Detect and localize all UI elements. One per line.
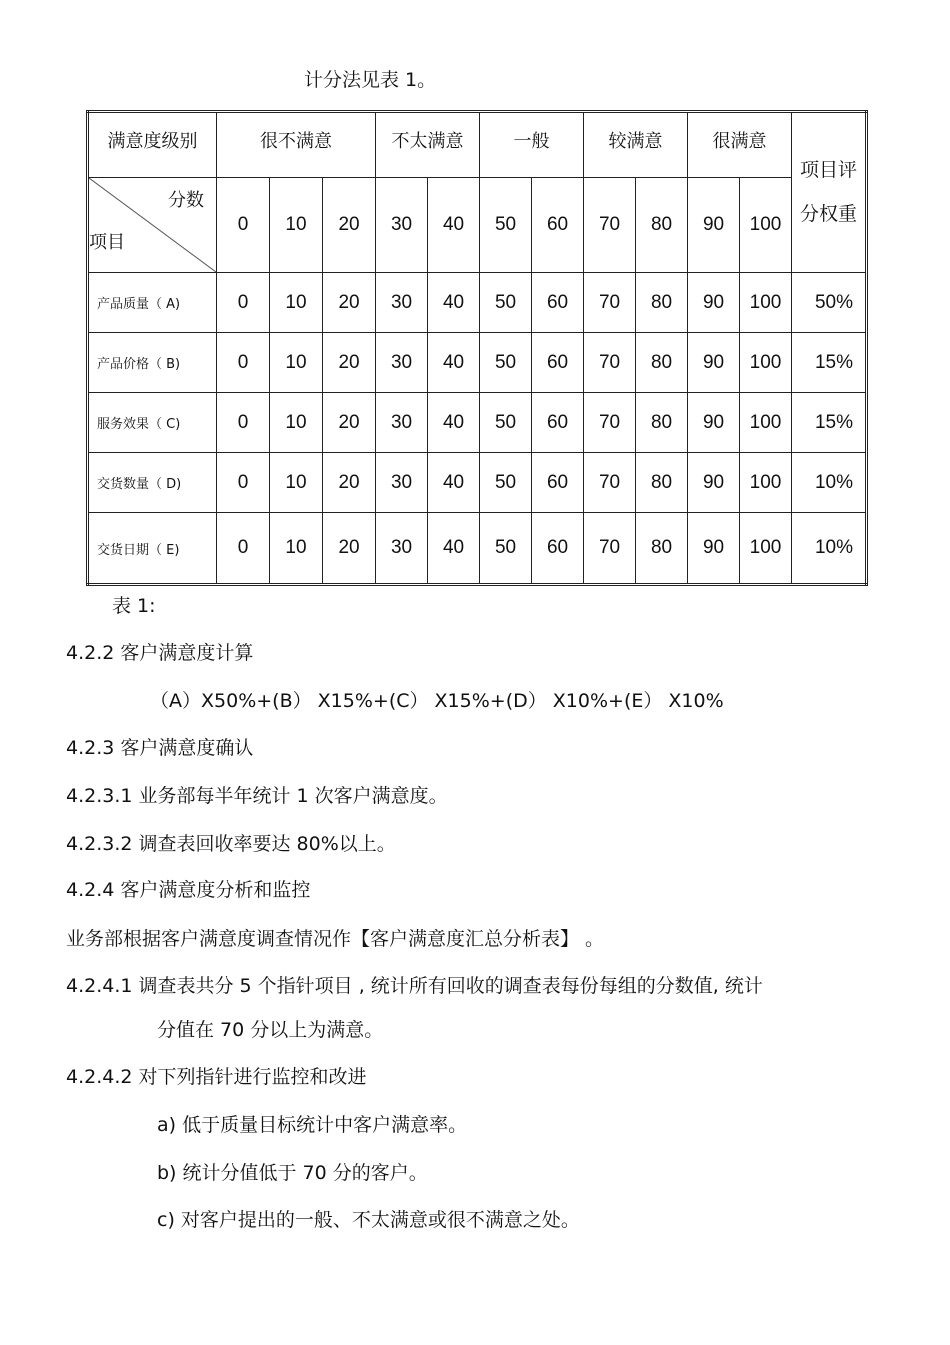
table-cell: 80	[636, 453, 688, 513]
table-cell: 90	[688, 273, 740, 333]
level-very-satisfied: 很满意	[688, 112, 792, 178]
corner-header: 满意度级别	[88, 112, 217, 178]
table-cell: 30	[376, 273, 428, 333]
table-cell: 40	[428, 273, 480, 333]
table-row	[88, 453, 867, 513]
table-cell: 100	[740, 453, 792, 513]
table-cell: 70	[584, 273, 636, 333]
table-cell: 30	[376, 513, 428, 585]
diagonal-header-cell	[88, 178, 217, 273]
row-label: 产品价格（ B)	[88, 333, 217, 393]
section-4-2-4-paragraph: 业务部根据客户满意度调查情况作【客户满意度汇总分析表】 。	[66, 928, 605, 950]
table-cell: 10	[270, 453, 323, 513]
weight-header-line1: 项目评	[800, 159, 858, 181]
table-cell: 90	[688, 393, 740, 453]
section-4-2-3-1: 4.2.3.1 业务部每半年统计 1 次客户满意度。	[66, 785, 448, 807]
section-4-2-2-heading: 4.2.2 客户满意度计算	[66, 642, 254, 664]
weight-cell: 10%	[792, 453, 867, 513]
table-cell: 90	[688, 453, 740, 513]
table-cell: 50	[480, 273, 532, 333]
table-row	[88, 273, 867, 333]
table-cell: 0	[217, 333, 270, 393]
formula-text: （A）X50%+(B） X15%+(C） X15%+(D） X10%+(E） X10%	[150, 690, 724, 712]
weight-header	[792, 112, 867, 273]
table-cell: 100	[740, 273, 792, 333]
list-item-b: b) 统计分值低于 70 分的客户。	[157, 1162, 428, 1184]
table-cell: 80	[636, 333, 688, 393]
table-cell: 30	[376, 333, 428, 393]
table-cell: 20	[323, 273, 376, 333]
table-cell: 80	[636, 513, 688, 585]
table-cell: 20	[323, 513, 376, 585]
table-caption: 表 1:	[112, 595, 156, 617]
table-cell: 0	[217, 393, 270, 453]
table-cell: 40	[428, 453, 480, 513]
weight-cell: 15%	[792, 333, 867, 393]
score-header: 20	[323, 178, 376, 273]
table-cell: 60	[532, 393, 584, 453]
section-4-2-4-heading: 4.2.4 客户满意度分析和监控	[66, 879, 311, 901]
table-cell: 0	[217, 513, 270, 585]
section-4-2-4-1-continued: 分值在 70 分以上为满意。	[157, 1019, 384, 1041]
table-cell: 40	[428, 513, 480, 585]
table-cell: 20	[323, 333, 376, 393]
section-4-2-3-heading: 4.2.3 客户满意度确认	[66, 737, 254, 759]
table-row	[88, 333, 867, 393]
diagonal-item-label: 项目	[89, 232, 125, 253]
row-label: 交货数量（ D)	[88, 453, 217, 513]
section-4-2-4-1: 4.2.4.1 调查表共分 5 个指针项目 , 统计所有回收的调查表每份每组的分数值, 统计	[66, 975, 763, 997]
table-cell: 10	[270, 273, 323, 333]
table-cell: 60	[532, 513, 584, 585]
table-cell: 70	[584, 513, 636, 585]
table-header-row	[88, 112, 867, 178]
table-cell: 50	[480, 453, 532, 513]
level-very-dissatisfied: 很不满意	[217, 112, 376, 178]
score-header: 60	[532, 178, 584, 273]
table-cell: 60	[532, 333, 584, 393]
score-header: 10	[270, 178, 323, 273]
table-cell: 10	[270, 393, 323, 453]
weight-header-line2: 分权重	[800, 203, 858, 225]
score-header: 0	[217, 178, 270, 273]
table-cell: 100	[740, 393, 792, 453]
row-label: 服务效果（ C)	[88, 393, 217, 453]
scoring-table	[86, 110, 868, 586]
level-satisfied: 较满意	[584, 112, 688, 178]
table-cell: 70	[584, 453, 636, 513]
weight-cell: 10%	[792, 513, 867, 585]
score-header: 80	[636, 178, 688, 273]
table-cell: 20	[323, 453, 376, 513]
table-cell: 50	[480, 333, 532, 393]
list-item-a: a) 低于质量目标统计中客户满意率。	[157, 1114, 468, 1136]
row-label: 产品质量（ A)	[88, 273, 217, 333]
table-cell: 30	[376, 393, 428, 453]
diagonal-score-label: 分数	[168, 190, 204, 211]
score-header: 40	[428, 178, 480, 273]
score-header: 90	[688, 178, 740, 273]
weight-cell: 15%	[792, 393, 867, 453]
table-cell: 50	[480, 393, 532, 453]
level-dissatisfied: 不太满意	[376, 112, 480, 178]
table-cell: 70	[584, 333, 636, 393]
table-cell: 0	[217, 453, 270, 513]
table-cell: 90	[688, 513, 740, 585]
section-4-2-4-2: 4.2.4.2 对下列指针进行监控和改进	[66, 1066, 367, 1088]
score-header: 70	[584, 178, 636, 273]
table-cell: 30	[376, 453, 428, 513]
level-neutral: 一般	[480, 112, 584, 178]
table-row	[88, 513, 867, 585]
score-header: 30	[376, 178, 428, 273]
table-cell: 40	[428, 333, 480, 393]
table-cell: 20	[323, 393, 376, 453]
score-header-row	[88, 178, 867, 273]
table-cell: 60	[532, 453, 584, 513]
table-cell: 10	[270, 513, 323, 585]
table-cell: 10	[270, 333, 323, 393]
table-cell: 80	[636, 393, 688, 453]
table-cell: 100	[740, 513, 792, 585]
table-cell: 50	[480, 513, 532, 585]
intro-text: 计分法见表 1。	[304, 69, 437, 91]
table-cell: 80	[636, 273, 688, 333]
weight-cell: 50%	[792, 273, 867, 333]
row-label: 交货日期（ E)	[88, 513, 217, 585]
table-row	[88, 393, 867, 453]
list-item-c: c) 对客户提出的一般、不太满意或很不满意之处。	[157, 1209, 580, 1231]
table-cell: 0	[217, 273, 270, 333]
section-4-2-3-2: 4.2.3.2 调查表回收率要达 80%以上。	[66, 833, 396, 855]
table-cell: 70	[584, 393, 636, 453]
score-header: 100	[740, 178, 792, 273]
table-cell: 40	[428, 393, 480, 453]
score-header: 50	[480, 178, 532, 273]
table-cell: 90	[688, 333, 740, 393]
table-cell: 100	[740, 333, 792, 393]
table-cell: 60	[532, 273, 584, 333]
